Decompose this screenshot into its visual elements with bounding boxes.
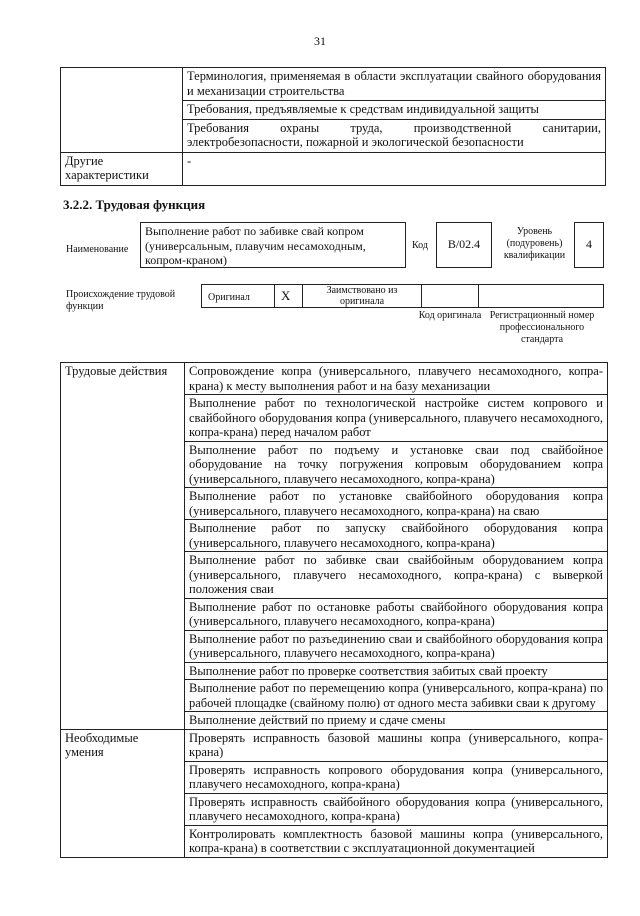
code-box: B/02.4 [436, 222, 492, 268]
table-cell: Сопровождение копра (универсального, плавучего несамоходного, копра-крана) к месту выполнения работ и на базу механизации [185, 363, 608, 395]
table-cell: Контролировать комплектность базовой машины копра (универсального, копра-крана) в соответствии с эксплуатационной документацией [185, 825, 608, 857]
table-cell: Выполнение работ по забивке сваи свайбойным оборудованием копра (универсального, плавучего несамоходного, копра-крана) с выверкой положения сваи [185, 552, 608, 599]
section-label-actions: Трудовые действия [61, 363, 185, 730]
original-mark: X [281, 288, 291, 303]
code-caption: Код оригинала [418, 310, 482, 321]
table-cell: Выполнение работ по подъему и установке сваи под свайбойное оборудование на точку погружения копровым оборудованием копра (универсального, плавучего несамоходного, копра-крана) [185, 441, 608, 488]
name-label: Наименование [66, 244, 129, 255]
table-cell: Выполнение работ по установке свайбойного оборудования копра (универсального, плавучего несамоходного, копра-крана) на сваю [185, 488, 608, 520]
table-cell: Проверять исправность базовой машины копра (универсального, копра-крана) [185, 729, 608, 761]
borrowed-label: Заимствовано из оригинала [326, 285, 398, 307]
table-row [61, 152, 606, 185]
table-cell: Выполнение действий по приему и сдаче смены [185, 712, 608, 730]
divider [478, 284, 479, 308]
origin-label: Происхождение трудовой функции [66, 289, 176, 312]
divider [274, 284, 275, 308]
table-cell: Терминология, применяемая в области эксплуатации свайного оборудования и механизации строительства [183, 68, 606, 101]
reg-number-caption: Регистрационный номер профессионального стандарта [489, 310, 595, 345]
labor-actions-table [60, 362, 608, 858]
original-label: Оригинал [208, 292, 250, 303]
table-cell: Выполнение работ по разъединению сваи и свайбойного оборудования копра (универсального, плавучего несамоходного, копра-крана) [185, 630, 608, 662]
level-box: 4 [574, 222, 604, 268]
table-cell: Выполнение работ по запуску свайбойного оборудования копра (универсального, плавучего несамоходного, копра-крана) [185, 520, 608, 552]
level-label: Уровень (подуровень) квалификации [503, 226, 566, 261]
continuation-table [60, 67, 606, 186]
function-name-box: Выполнение работ по забивке свай копром (универсальным, плавучим несамоходным, копром-краном) [140, 222, 406, 268]
table-cell: Выполнение работ по остановке работы свайбойного оборудования копра (универсального, плавучего несамоходного, копра-крана) [185, 598, 608, 630]
divider [421, 284, 422, 308]
section-label-skills: Необходимые умения [61, 729, 185, 857]
table-row [61, 729, 608, 761]
table-row [61, 68, 606, 101]
table-cell: Выполнение работ по перемещению копра (универсального, копра-крана) по рабочей площадке (свайному полю) от одного места забивки сваи к другому [185, 680, 608, 712]
table-cell: Требования, предъявляемые к средствам индивидуальной защиты [183, 101, 606, 120]
table-cell: - [183, 152, 606, 185]
page-number: 31 [314, 34, 326, 48]
row-label [61, 68, 183, 153]
table-cell: Проверять исправность свайбойного оборудования копра (универсального, плавучего несамоходного, копра-крана) [185, 793, 608, 825]
divider [302, 284, 303, 308]
table-row [61, 363, 608, 395]
row-label: Другие характеристики [61, 152, 183, 185]
table-cell: Проверять исправность копрового оборудования копра (универсального, плавучего несамоходного, копра-крана) [185, 761, 608, 793]
code-label: Код [412, 240, 428, 251]
table-cell: Выполнение работ по технологической настройке систем копрового и свайбойного оборудования копра (универсального, плавучего несамоходного, копра-крана) перед началом работ [185, 395, 608, 442]
table-cell: Требования охраны труда, производственной санитарии, электробезопасности, пожарной и экологической безопасности [183, 119, 606, 152]
section-heading: 3.2.2. Трудовая функция [63, 197, 206, 212]
table-cell: Выполнение работ по проверке соответствия забитых свай проекту [185, 662, 608, 680]
